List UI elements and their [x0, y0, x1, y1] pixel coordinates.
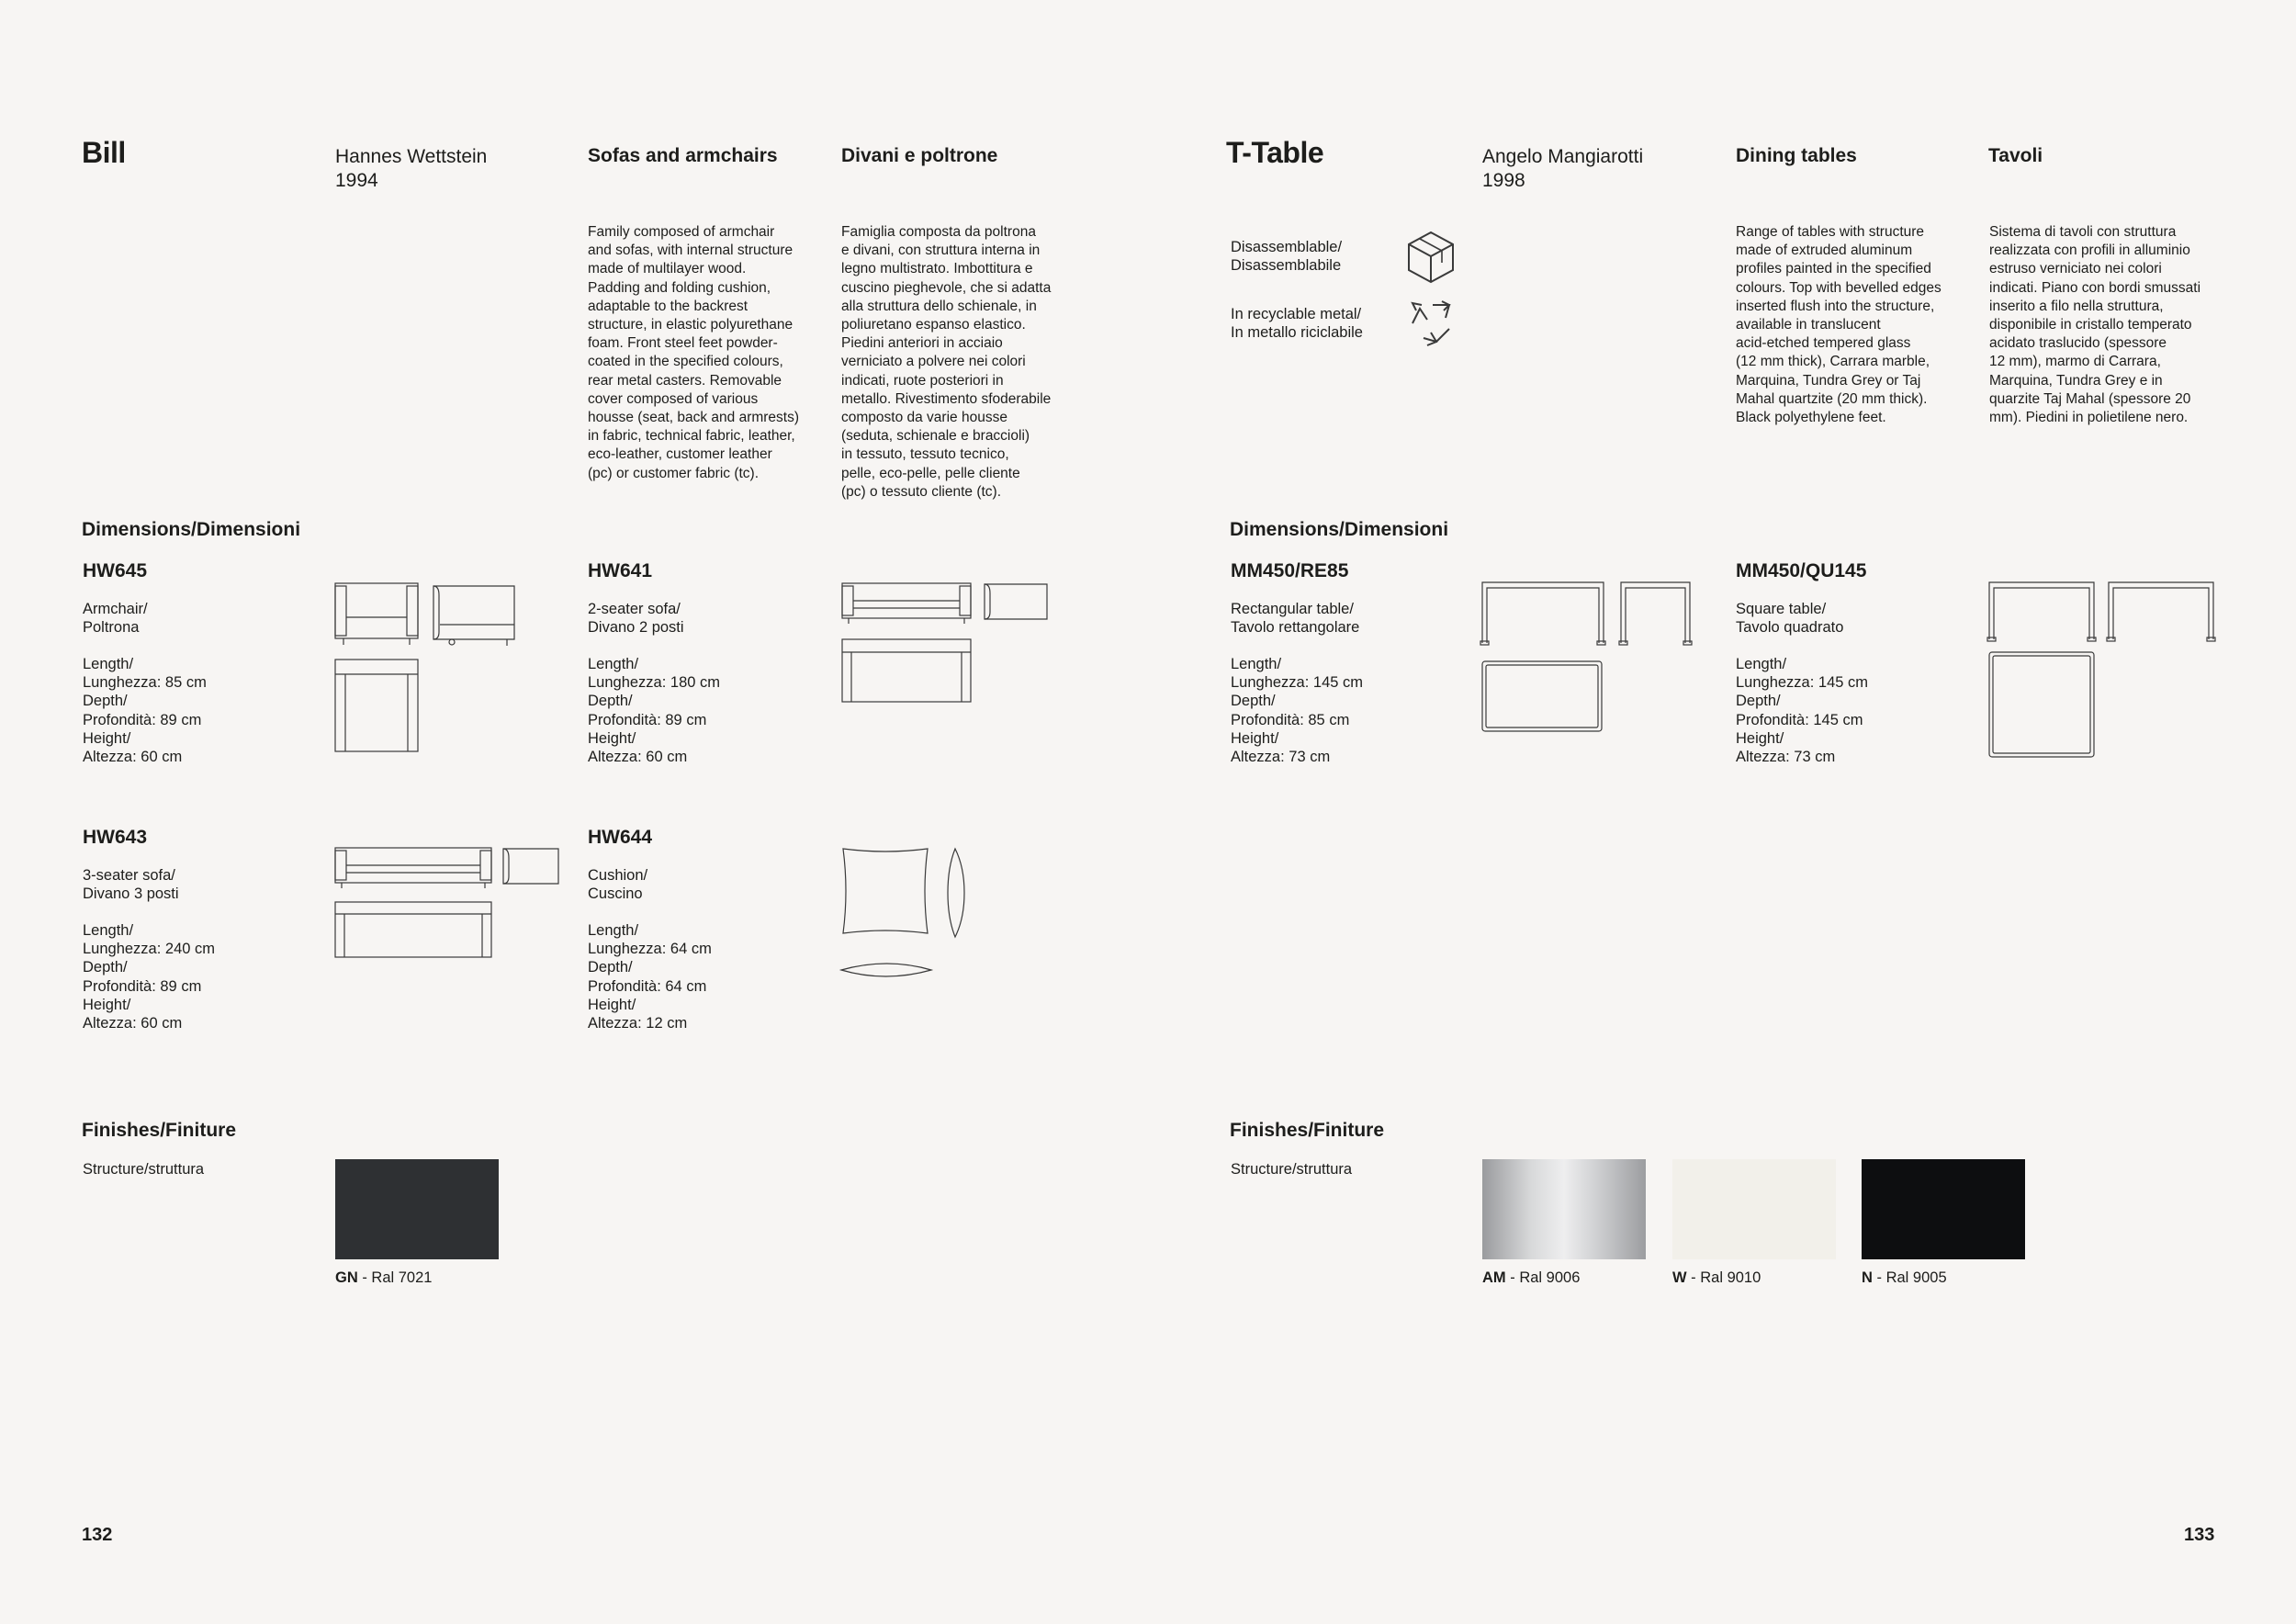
cushion-drawing	[839, 845, 977, 983]
length-value: Lunghezza: 145 cm	[1736, 674, 1869, 692]
length-label: Length/	[1231, 656, 1282, 672]
product-name: 2-seater sofa/ Divano 2 posti	[588, 601, 684, 637]
height-label: Height/	[588, 996, 636, 1013]
feature-disassemblable: Disassemblable/ Disassemblabile	[1231, 239, 1343, 275]
depth-value: Profondità: 145 cm	[1736, 711, 1863, 728]
height-label: Height/	[83, 729, 131, 747]
finishes-label: Structure/struttura	[1231, 1161, 1353, 1178]
finishes-label: Structure/struttura	[83, 1161, 205, 1178]
height-label: Height/	[588, 729, 636, 747]
length-label: Length/	[588, 656, 639, 672]
depth-value: Profondità: 89 cm	[83, 977, 202, 995]
finishes-heading: Finishes/Finiture	[82, 1120, 237, 1141]
product-name: Cushion/ Cuscino	[588, 867, 648, 903]
product-name: Square table/ Tavolo quadrato	[1736, 601, 1844, 637]
length-value: Lunghezza: 240 cm	[83, 941, 216, 958]
product-code: HW645	[83, 560, 148, 581]
category-it: Divani e poltrone	[841, 145, 998, 166]
dimensions-heading: Dimensions/Dimensioni	[1230, 519, 1449, 540]
depth-label: Depth/	[588, 959, 633, 976]
category-it: Tavoli	[1988, 145, 2043, 166]
depth-value: Profondità: 89 cm	[588, 711, 707, 728]
swatch-label: AM - Ral 9006	[1482, 1269, 1581, 1286]
product-name: Armchair/ Poltrona	[83, 601, 148, 637]
swatch-label: N - Ral 9005	[1862, 1269, 1947, 1286]
page-number: 132	[82, 1525, 113, 1545]
height-value: Altezza: 73 cm	[1231, 749, 1331, 766]
height-value: Altezza: 60 cm	[588, 749, 688, 766]
dimensions-heading: Dimensions/Dimensioni	[82, 519, 301, 540]
height-label: Height/	[83, 996, 131, 1013]
length-label: Length/	[83, 922, 134, 939]
depth-label: Depth/	[1736, 693, 1781, 710]
height-value: Altezza: 60 cm	[83, 749, 183, 766]
description-en: Family composed of armchair and sofas, with internal structure made of multilayer wood. Padding and folding cushion, adaptable to the backrest structure, in elastic polyurethane foam. Front steel feet powder- coated in the specified colours, rear metal casters. Removable cover composed of various housse (seat, back and armrests) in fabric, technical fabric, leather, eco-leather, customer leather (pc) or customer fabric (tc).	[588, 224, 800, 481]
designer-info: Hannes Wettstein 1994	[335, 146, 488, 191]
height-label: Height/	[1231, 729, 1279, 747]
length-value: Lunghezza: 180 cm	[588, 674, 721, 692]
product-code: MM450/QU145	[1736, 560, 1867, 581]
product-title-bill: Bill	[82, 136, 126, 169]
swatch-gn[interactable]	[335, 1159, 499, 1287]
description-en: Range of tables with structure made of extruded aluminum profiles painted in the specified colours. Top with bevelled edges inserted flush into the structure, available in translucent acid-etched tempered glass (12 mm thick), Carrara marble, Marquina, Tundra Grey or Taj Mahal quartzite (20 mm thick). Black polyethylene feet.	[1736, 224, 1941, 426]
designer-info: Angelo Mangiarotti 1998	[1482, 146, 1644, 191]
height-value: Altezza: 73 cm	[1736, 749, 1836, 766]
color-swatch	[335, 1159, 499, 1259]
color-swatch	[1482, 1159, 1646, 1259]
depth-label: Depth/	[83, 959, 128, 976]
color-swatch	[1862, 1159, 2025, 1259]
category-en: Sofas and armchairs	[588, 145, 778, 166]
length-label: Length/	[1736, 656, 1787, 672]
sofa-2-seater-drawing	[839, 581, 1051, 705]
feature-recyclable: In recyclable metal/ In metallo riciclabile	[1231, 306, 1363, 342]
depth-label: Depth/	[588, 693, 633, 710]
product-dimensions	[588, 655, 720, 766]
finishes-heading: Finishes/Finiture	[1230, 1120, 1385, 1141]
description-it: Sistema di tavoli con struttura realizzata con profili in alluminio estruso verniciato nei colori indicati. Piano con bordi smussati inserito a filo nella struttura, disponibile in cristallo temperato acidato traslucido (spessore 12 mm), marmo di Carrara, Marquina, Tundra Grey e in quarzite Taj Mahal (spessore 20 mm). Piedini in polietilene nero.	[1989, 224, 2201, 426]
category-en: Dining tables	[1736, 145, 1857, 166]
swatch-w[interactable]	[1672, 1159, 1836, 1287]
depth-value: Profondità: 64 cm	[588, 977, 707, 995]
height-value: Altezza: 12 cm	[588, 1015, 688, 1032]
rectangular-table-drawing	[1480, 581, 1696, 737]
product-name: 3-seater sofa/ Divano 3 posti	[83, 867, 179, 903]
product-dimensions	[588, 921, 712, 1032]
depth-label: Depth/	[83, 693, 128, 710]
square-table-drawing	[1987, 581, 2217, 760]
product-title-t-table: T-Table	[1226, 136, 1324, 169]
depth-value: Profondità: 89 cm	[83, 711, 202, 728]
swatch-label: GN - Ral 7021	[335, 1269, 433, 1286]
height-value: Altezza: 60 cm	[83, 1015, 183, 1032]
length-value: Lunghezza: 85 cm	[83, 674, 207, 692]
product-dimensions	[1736, 655, 1868, 766]
product-dimensions	[83, 655, 207, 766]
swatch-am[interactable]	[1482, 1159, 1646, 1287]
product-dimensions	[1231, 655, 1363, 766]
color-swatch	[1672, 1159, 1836, 1259]
description-it: Famiglia composta da poltrona e divani, con struttura interna in legno multistrato. Imbottitura e cuscino pieghevole, che si adatta alla struttura dello schienale, in poliuretano espanso elastico. Piedini anteriori in acciaio verniciato a polvere nei colori indicati, ruote posteriori in metallo. Rivestimento sfoderabile composto da varie housse (seduta, schienale e braccioli) in tessuto, tessuto tecnico, pelle, eco-pelle, pelle cliente (pc) o tessuto cliente (tc).	[841, 224, 1052, 500]
sofa-3-seater-drawing	[332, 845, 562, 960]
product-code: HW643	[83, 827, 148, 848]
depth-value: Profondità: 85 cm	[1231, 711, 1350, 728]
swatch-label: W - Ral 9010	[1672, 1269, 1761, 1286]
length-value: Lunghezza: 64 cm	[588, 941, 712, 958]
swatch-n[interactable]	[1862, 1159, 2025, 1287]
product-code: HW641	[588, 560, 653, 581]
length-value: Lunghezza: 145 cm	[1231, 674, 1364, 692]
depth-label: Depth/	[1231, 693, 1276, 710]
cube-icon	[1405, 230, 1457, 285]
page-number: 133	[2184, 1525, 2215, 1545]
length-label: Length/	[83, 656, 134, 672]
product-code: HW644	[588, 827, 653, 848]
height-label: Height/	[1736, 729, 1784, 747]
armchair-drawing	[332, 581, 525, 755]
product-code: MM450/RE85	[1231, 560, 1349, 581]
product-name: Rectangular table/ Tavolo rettangolare	[1231, 601, 1360, 637]
product-dimensions	[83, 921, 215, 1032]
length-label: Length/	[588, 922, 639, 939]
recycle-icon	[1405, 296, 1457, 347]
